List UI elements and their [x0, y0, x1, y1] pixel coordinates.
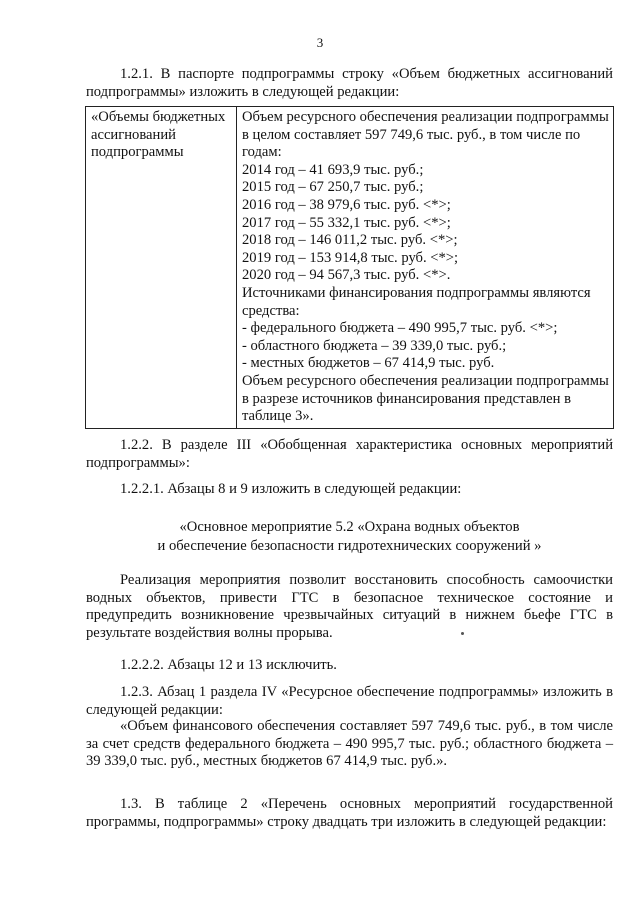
event-title-line-1: «Основное мероприятие 5.2 «Охрана водных объектов: [179, 519, 520, 535]
table-line: 2015 год – 67 250,7 тыс. руб.;: [242, 179, 424, 196]
paragraph-1-2-3: 1.2.3. Абзац 1 раздела IV «Ресурсное обеспечение подпрограммы» изложить в следующей редакции:: [86, 684, 613, 718]
paragraph-1-2-2: 1.2.2. В разделе III «Обобщенная характеристика основных мероприятий подпрограммы»:: [86, 437, 613, 471]
paragraph-1-2-2-2: 1.2.2.2. Абзацы 12 и 13 исключить.: [120, 657, 337, 673]
table-row: [86, 107, 614, 429]
paragraph-realization: Реализация мероприятия позволит восстановить способность самоочистки водных объектов, привести ГТС в безопасное техническое состояние и предупредить возникновение чрезвычайных ситуаций в нижнем бьефе ГТС в результате воздействия волны прорыва.: [86, 572, 613, 641]
passport-table: [85, 106, 614, 429]
table-line: Объем ресурсного обеспечения реализации подпрограммы в разрезе источников финансирования представлен в таблице 3».: [242, 372, 609, 425]
paragraph-1-2-3-quote: «Объем финансового обеспечения составляет 597 749,6 тыс. руб., в том числе за счет средств федерального бюджета – 490 995,7 тыс. руб.; областного бюджета – 39 339,0 тыс. руб., местных бюджетов 67 414,9 тыс. руб.».: [86, 718, 613, 770]
paragraph-1-2-2-1: 1.2.2.1. Абзацы 8 и 9 изложить в следующей редакции:: [120, 481, 462, 497]
table-line: Источниками финансирования подпрограммы являются средства:: [242, 284, 591, 319]
table-line: - федерального бюджета – 490 995,7 тыс. руб. <*>;: [242, 320, 558, 337]
table-line: 2019 год – 153 914,8 тыс. руб. <*>;: [242, 249, 459, 266]
table-line: Объем ресурсного обеспечения реализации подпрограммы в целом составляет 597 749,6 тыс. руб., в том числе по годам:: [242, 109, 609, 161]
table-line: 2016 год – 38 979,6 тыс. руб. <*>;: [242, 196, 451, 213]
paragraph-1-3: 1.3. В таблице 2 «Перечень основных мероприятий государственной программы, подпрограммы» строку двадцать три изложить в следующей редакции:: [86, 796, 613, 830]
table-line: - областного бюджета – 39 339,0 тыс. руб.;: [242, 337, 507, 354]
table-line: 2014 год – 41 693,9 тыс. руб.;: [242, 161, 424, 178]
table-cell-label: «Объемы бюджетных ассигнований подпрограммы: [86, 107, 237, 429]
table-cell-content: [237, 107, 614, 429]
table-line: 2017 год – 55 332,1 тыс. руб. <*>;: [242, 214, 451, 231]
table-line: - местных бюджетов – 67 414,9 тыс. руб.: [242, 355, 495, 372]
page-number: 3: [316, 35, 324, 50]
table-line: 2018 год – 146 011,2 тыс. руб. <*>;: [242, 232, 458, 249]
table-line: 2020 год – 94 567,3 тыс. руб. <*>.: [242, 267, 451, 284]
scan-speck: [461, 632, 464, 635]
event-title-line-2: и обеспечение безопасности гидротехнических сооружений »: [157, 538, 542, 554]
paragraph-1-2-1: 1.2.1. В паспорте подпрограммы строку «Объем бюджетных ассигнований подпрограммы» изложить в следующей редакции:: [86, 66, 613, 100]
